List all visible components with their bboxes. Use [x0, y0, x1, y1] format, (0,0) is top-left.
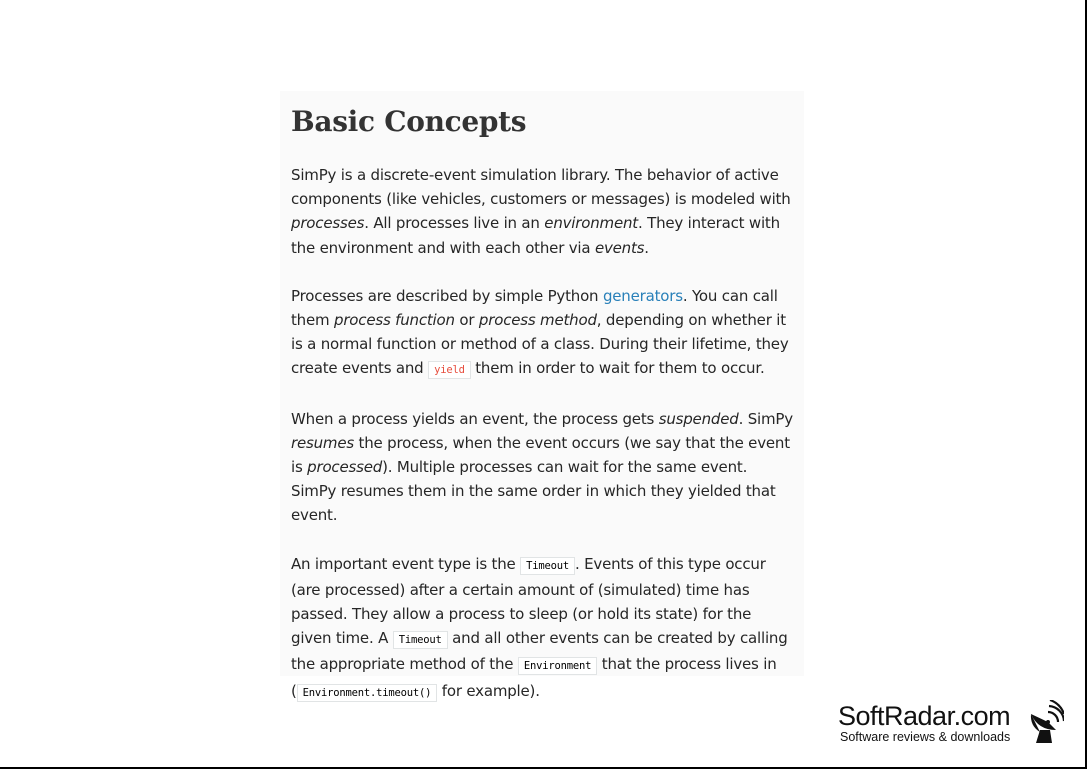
code-environment: Environment — [518, 657, 597, 675]
generators-link[interactable]: generators — [602, 286, 683, 305]
text-run: and all other events can be created by calling the appropriate method of the — [291, 629, 788, 674]
text-run: the process, when the event occurs (we say that the event is — [291, 433, 790, 477]
emphasis-events: events — [594, 238, 645, 257]
text-run: An important event type is the — [291, 554, 521, 573]
code-yield: yield — [428, 361, 471, 379]
paragraph-intro — [291, 163, 793, 260]
text-run: them in order to wait for them to occur. — [470, 359, 765, 378]
emphasis-resumes: resumes — [291, 433, 354, 452]
paragraph-timeout — [291, 552, 793, 705]
text-run: . — [644, 238, 649, 257]
text-run: Processes are described by simple Python — [291, 286, 603, 305]
paragraph-suspended — [291, 407, 793, 528]
document-section — [280, 91, 804, 700]
text-run: . All processes live in an — [364, 214, 545, 233]
text-run: . Events of this type occur (are processed) after a certain amount of (simulated) time has passed. They allow a process to sleep (or hold its state) for the given time. A — [291, 554, 766, 648]
code-environment-timeout: Environment.timeout() — [297, 684, 438, 702]
text-run: . SimPy — [738, 409, 793, 428]
text-run: . You can call them — [291, 286, 778, 330]
page-title: Basic Concepts — [291, 105, 527, 138]
text-run: or — [454, 311, 479, 330]
softradar-watermark — [838, 700, 1068, 748]
text-run: . They interact with the environment and with each other via — [291, 214, 780, 257]
text-run: ). Multiple processes can wait for the same event. SimPy resumes them in the same order in which they yielded that event. — [291, 458, 776, 525]
text-run: SimPy is a discrete-event simulation library. The behavior of active components (like vehicles, customers or messages) is modeled with — [291, 166, 791, 209]
emphasis-processed: processed — [307, 458, 383, 477]
text-run: for example). — [437, 681, 540, 700]
emphasis-environment: environment — [544, 214, 638, 233]
paragraph-processes — [291, 284, 793, 383]
text-run: When a process yields an event, the process gets — [291, 409, 659, 428]
code-timeout: Timeout — [520, 557, 575, 575]
emphasis-processes: processes — [291, 214, 365, 233]
satellite-dish-icon — [1028, 700, 1064, 744]
emphasis-process-method: process method — [478, 311, 597, 330]
text-run: that the process lives in ( — [291, 655, 777, 700]
watermark-name: SoftRadar.com — [838, 701, 1011, 731]
text-run: , depending on whether it is a normal function or method of a class. During their lifetime, they create events and — [291, 311, 789, 378]
watermark-tagline: Software reviews & downloads — [840, 730, 1011, 744]
emphasis-process-function: process function — [334, 311, 455, 330]
emphasis-suspended: suspended — [658, 409, 739, 428]
code-timeout: Timeout — [393, 631, 448, 649]
